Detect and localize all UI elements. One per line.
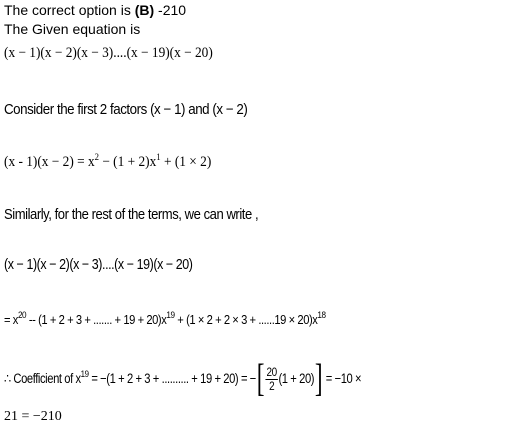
first-factors-expansion bbox=[4, 154, 211, 171]
final-result: 21 = −210 bbox=[4, 409, 62, 424]
consider-text: Consider the first 2 factors (x − 1) and (x − 2) bbox=[4, 102, 248, 118]
first-factors-rest: + (1 × 2) bbox=[160, 154, 212, 170]
final-line bbox=[4, 407, 62, 425]
bracket-open: [ bbox=[256, 357, 265, 401]
coefficient-c: = −10 × bbox=[323, 371, 362, 387]
answer-prefix: The correct option is bbox=[4, 2, 135, 18]
answer-value: -210 bbox=[154, 2, 187, 18]
similarly-text: Similarly, for the rest of the terms, we can write , bbox=[4, 207, 259, 223]
coefficient-line bbox=[4, 357, 434, 401]
product-expression: (x − 1)(x − 2)(x − 3)....(x − 19)(x − 20) bbox=[4, 257, 193, 273]
first-factors-sup2: 1 bbox=[156, 153, 161, 163]
fraction-numerator: 20 bbox=[266, 365, 277, 379]
full-expansion bbox=[4, 312, 326, 327]
coefficient-a: ∴ Coefficient of x bbox=[4, 371, 81, 387]
expansion-line bbox=[4, 311, 378, 329]
answer-line bbox=[4, 2, 186, 18]
consider-line bbox=[4, 101, 269, 119]
similarly-line bbox=[4, 206, 286, 224]
coefficient-inner: (1 + 20) bbox=[278, 371, 315, 387]
answer-option: (B) bbox=[134, 2, 155, 18]
coefficient-expression bbox=[4, 357, 362, 401]
first-factors-lhs: (x - 1)(x − 2) = x bbox=[4, 154, 95, 170]
product-line bbox=[4, 256, 223, 274]
coefficient-b: = −(1 + 2 + 3 + .......... + 19 + 20) = − bbox=[88, 371, 256, 387]
expansion-c: + (1 × 2 + 2 × 3 + ......19 × 20)x bbox=[174, 312, 318, 327]
heading: The Given equation is bbox=[4, 21, 141, 37]
fraction-denominator: 2 bbox=[269, 379, 275, 393]
first-factors-line bbox=[4, 153, 229, 171]
coefficient-sup: 19 bbox=[80, 369, 89, 381]
bracket-close: ] bbox=[314, 357, 323, 401]
expansion-b: -- (1 + 2 + 3 + ....... + 19 + 20)x bbox=[26, 312, 167, 327]
expansion-a: = x bbox=[4, 312, 18, 327]
expansion-sup1: 20 bbox=[17, 310, 27, 321]
first-factors-sup1: 2 bbox=[94, 153, 99, 163]
fraction bbox=[266, 366, 278, 393]
given-equation: (x − 1)(x − 2)(x − 3)....(x − 19)(x − 20) bbox=[4, 45, 213, 61]
expansion-sup2: 19 bbox=[166, 310, 175, 321]
first-factors-mid: − (1 + 2)x bbox=[98, 154, 157, 170]
expansion-sup3: 18 bbox=[317, 310, 326, 321]
given-equation-line bbox=[4, 44, 231, 62]
